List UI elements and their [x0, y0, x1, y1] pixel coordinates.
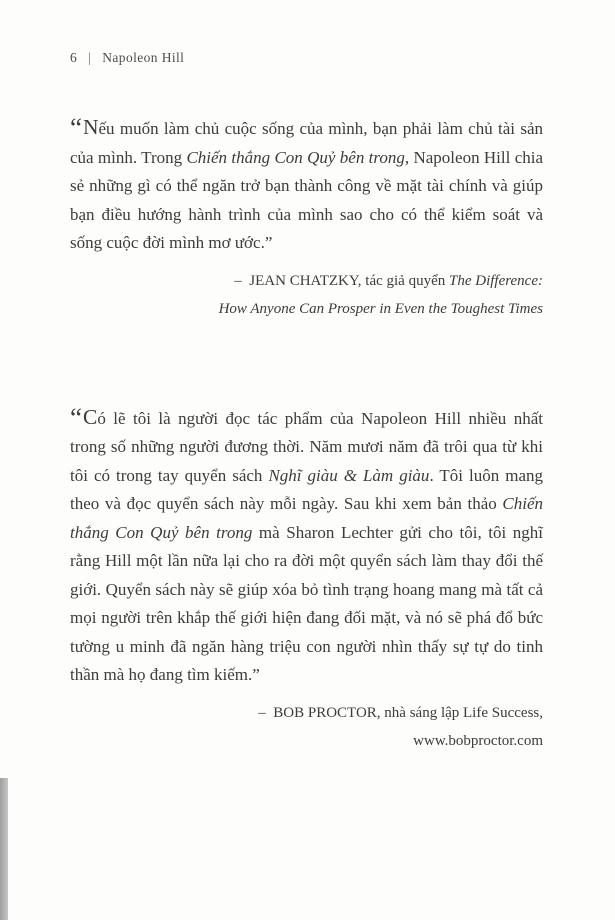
testimonial-quote-2 [70, 403, 543, 755]
attribution-line: – JEAN CHATZKY, tác giả quyển The Difference: [234, 272, 543, 289]
quote-text-1: “Nếu muốn làm chủ cuộc sống của mình, bạn phải làm chủ tài sản của mình. Trong Chiến thắng Con Quỷ bên trong, Napoleon Hill chia sẻ những gì có thể ngăn trở bạn thành công về mặt tài chính và giúp bạn điều hướng hành trình của mình sao cho có thể kiểm soát và sống cuộc đời mình mơ ước.” [70, 113, 544, 252]
testimonial-quote-1 [70, 113, 543, 323]
page-number: 6 [70, 50, 78, 65]
header-separator: | [88, 50, 92, 65]
attribution-line: www.bobproctor.com [413, 732, 543, 749]
page-header [70, 50, 184, 66]
book-title: Napoleon Hill [102, 50, 185, 65]
quote-text-2: “Có lẽ tôi là người đọc tác phẩm của Napoleon Hill nhiều nhất trong số những người đương thời. Năm mươi năm đã trôi qua từ khi tôi có trong tay quyển sách Nghĩ giàu & Làm giàu. Tôi luôn mang theo và đọc quyển sách này mỗi ngày. Sau khi xem bản thảo Chiến thắng Con Quỷ bên trong mà Sharon Lechter gửi cho tôi, tôi nghĩ rằng Hill một lần nữa lại cho ra đời một quyển sách làm thay đổi thế giới. Quyển sách này sẽ giúp xóa bỏ tình trạng hoang mang mà tất cả mọi người trên khắp thế giới hiện đang đối mặt, và nó sẽ phá đổ bức tường u minh đã ngăn hàng triệu con người nhìn thấy sự tự do tinh thần mà họ đang tìm kiếm.” [70, 402, 544, 684]
attribution-line: How Anyone Can Prosper in Even the Toughest Times [218, 300, 543, 317]
quote-attribution-2 [70, 699, 543, 755]
quote-attribution-1 [70, 267, 543, 323]
scan-edge-artifact [0, 778, 8, 920]
attribution-line: – BOB PROCTOR, nhà sáng lập Life Success, [258, 704, 543, 721]
page-content [70, 113, 543, 755]
